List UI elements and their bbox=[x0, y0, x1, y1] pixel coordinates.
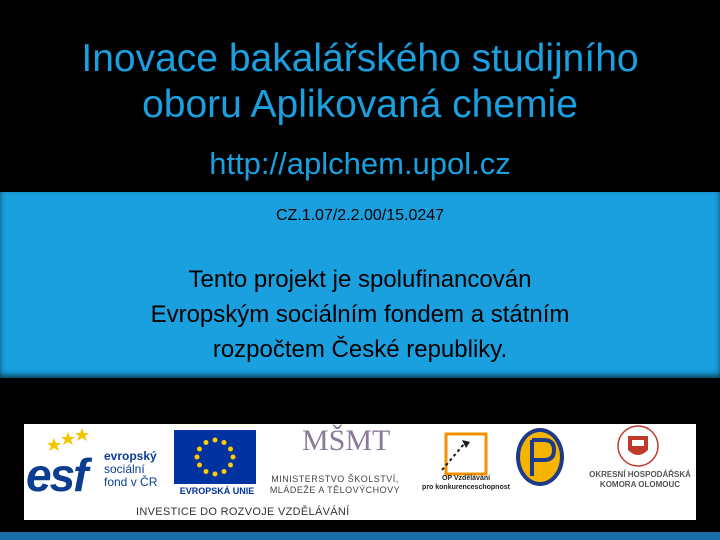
invest-slogan: INVESTICE DO ROZVOJE VZDĚLÁVÁNÍ bbox=[136, 506, 350, 518]
msmt-caption-2: MLÁDEŽE A TĚLOVÝCHOVY bbox=[269, 485, 401, 495]
esf-logo: esf bbox=[26, 449, 87, 501]
op-caption-2: pro konkurenceschopnost bbox=[422, 484, 510, 491]
esf-caption-1: evropský bbox=[104, 449, 157, 463]
msmt-caption-1: MINISTERSTVO ŠKOLSTVÍ, bbox=[271, 474, 399, 484]
logo-strip bbox=[24, 424, 696, 520]
funding-line-1: Tento projekt je spolufinancován bbox=[188, 266, 532, 293]
esf-caption-3: fond v ČR bbox=[104, 475, 158, 489]
okres-caption-2: KOMORA OLOMOUC bbox=[599, 480, 681, 489]
bottom-bar bbox=[0, 532, 720, 540]
slide-title bbox=[0, 36, 720, 128]
funding-statement bbox=[0, 262, 720, 367]
title-line-2: oboru Aplikovaná chemie bbox=[142, 83, 578, 126]
esf-caption-2: sociální bbox=[104, 462, 145, 476]
eu-flag-icon bbox=[174, 430, 256, 484]
esf-caption bbox=[104, 450, 157, 489]
op-caption-1: OP Vzdělávání bbox=[441, 475, 491, 482]
msmt-caption bbox=[260, 474, 410, 496]
funding-line-2: Evropským sociálním fondem a státním bbox=[150, 301, 570, 328]
msmt-logo: MŠMT bbox=[302, 424, 391, 457]
op-vzdelavani-icon bbox=[436, 430, 496, 480]
title-band bbox=[0, 0, 720, 194]
upol-emblem-icon bbox=[514, 426, 566, 488]
project-code: CZ.1.07/2.2.00/15.0247 bbox=[275, 207, 445, 224]
funding-line-3: rozpočtem České republiky. bbox=[212, 336, 508, 363]
okres-caption-1: OKRESNÍ HOSPODÁŘSKÁ bbox=[589, 470, 691, 479]
op-caption bbox=[416, 474, 516, 492]
title-line-1: Inovace bakalářského studijního bbox=[81, 37, 639, 80]
project-url: http://aplchem.upol.cz bbox=[209, 146, 511, 181]
okres-caption bbox=[584, 470, 696, 490]
eu-label: EVROPSKÁ UNIE bbox=[179, 486, 255, 496]
